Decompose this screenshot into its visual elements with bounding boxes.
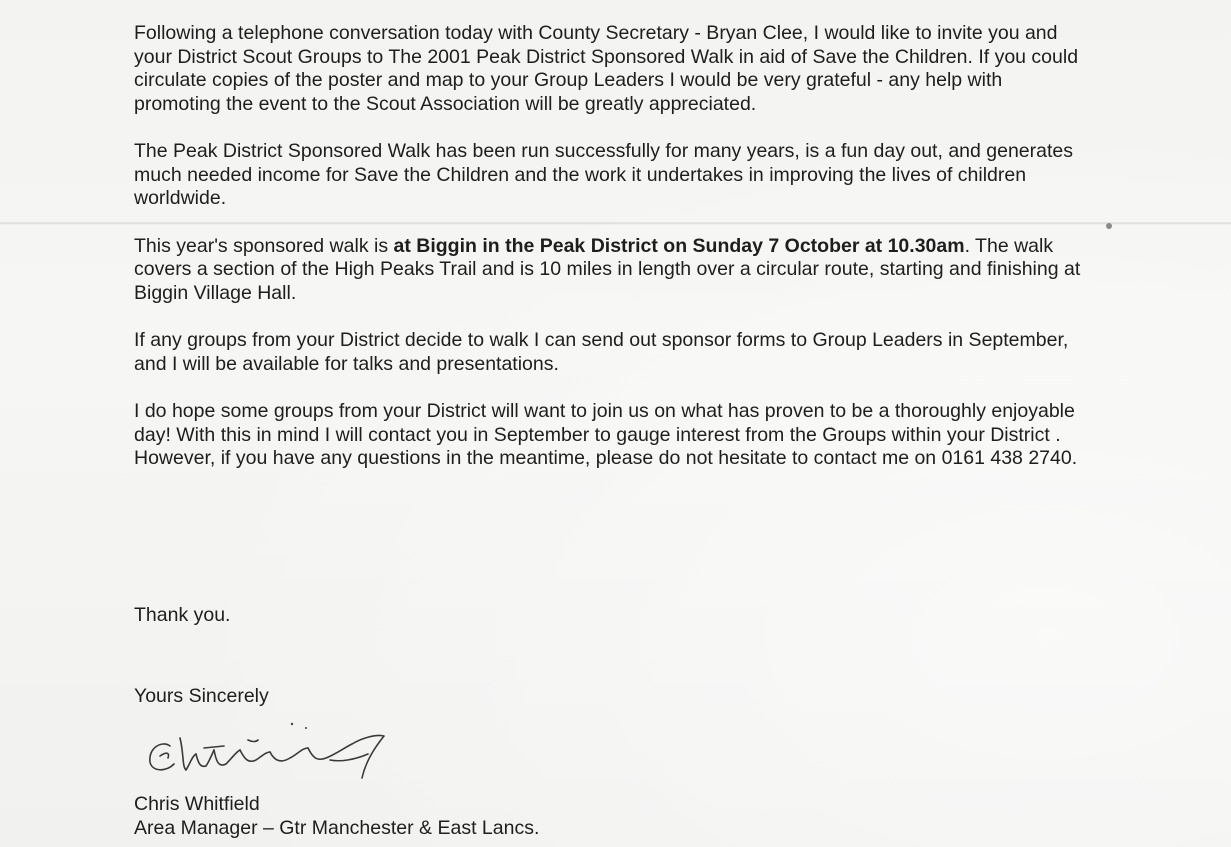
event-date-location: at Biggin in the Peak District on Sunday 7 October at 10.30am xyxy=(393,234,965,257)
paragraph-invitation: Following a telephone conversation today with County Secretary - Bryan Clee, I would like to invite you and your District Scout Groups to The 2001 Peak District Sponsored Walk in aid of Save the Children. If you could circulate copies of the poster and map to your Group Leaders I would be very grateful - any help with promoting the event to the Scout Association will be greatly appreciated. xyxy=(134,22,1079,115)
handwritten-signature xyxy=(140,718,410,790)
paragraph-sponsor-forms: If any groups from your District decide to walk I can send out sponsor forms to Group Leaders in September, and I will be available for talks and presentations. xyxy=(134,329,1069,375)
signer-block xyxy=(134,793,539,840)
paragraph-event-details xyxy=(134,235,1094,306)
letter-body xyxy=(134,22,1094,495)
thank-you-text: Thank you. xyxy=(134,604,231,626)
paragraph-walk-history: The Peak District Sponsored Walk has been run successfully for many years, is a fun day out, and generates much needed income for Save the Children and the work it undertakes in improving the lives of children worldwide. xyxy=(134,140,1073,209)
signer-title: Area Manager – Gtr Manchester & East Lancs. xyxy=(134,816,540,839)
signer-name: Chris Whitfield xyxy=(134,793,260,815)
event-details-intro: This year's sponsored walk is xyxy=(134,234,394,257)
paper-speck xyxy=(1106,223,1112,229)
paragraph-contact: I do hope some groups from your District will want to join us on what has proven to be a thoroughly enjoyable day! With this in mind I will contact you in September to gauge interest from the Groups within your District . However, if you have any questions in the meantime, please do not hesitate to contact me on 0161 438 2740. xyxy=(134,400,1078,469)
event-details-route: . The walk covers a section of the High Peaks Trail and is 10 miles in length over a circular route, starting and finishing at Biggin Village Hall. xyxy=(134,234,1081,304)
sign-off-text: Yours Sincerely xyxy=(134,685,269,707)
